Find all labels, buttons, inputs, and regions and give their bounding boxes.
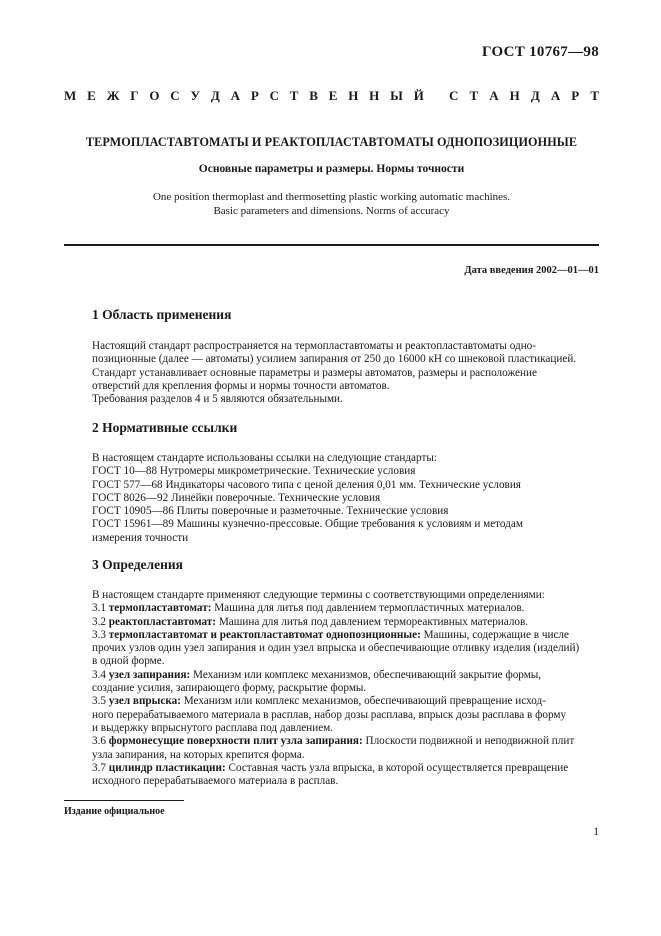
reference-item: ГОСТ 10905—86 Плиты поверочные и разметочные. Технические условия [92, 505, 449, 518]
section-1-heading: 1 Область применения [92, 307, 232, 322]
section-3-heading: 3 Определения [92, 557, 183, 572]
definition-3-6 [92, 735, 599, 748]
definition-term: узел запирания: [108, 668, 191, 681]
definition-term: термопластавтомат: [108, 602, 212, 615]
reference-item-continuation: измерения точности [92, 531, 189, 544]
banner-letter: О [149, 88, 160, 103]
banner-letter: А [489, 88, 499, 103]
definition-number: 3.2 [92, 615, 106, 628]
english-title [64, 190, 599, 218]
banner-word-interstate [64, 88, 424, 104]
definition-continuation: и выдержку впрыснутого расплава под давлением. [92, 721, 334, 734]
reference-item: ГОСТ 10—88 Нутромеры микрометрические. Технические условия [92, 465, 416, 478]
banner-letter: Н [348, 88, 359, 103]
document-subtitle: Основные параметры и размеры. Нормы точности [198, 163, 465, 175]
banner-letter: Т [289, 88, 299, 103]
banner-letter: Е [87, 88, 96, 103]
english-title-line-1: One position thermoplast and thermosetting plastic working automatic machines. [152, 191, 511, 203]
banner-letter: Ж [106, 88, 120, 103]
definition-number: 3.1 [92, 602, 106, 615]
definition-continuation: узла запирания, на которых крепится форма. [92, 748, 305, 761]
banner-word-standard [449, 88, 599, 104]
banner-letter: С [449, 88, 459, 103]
banner-letter: В [309, 88, 318, 103]
paragraph: В настоящем стандарте применяют следующие термины с соответствующими определениями: [92, 589, 545, 601]
banner-letter: Р [571, 88, 580, 103]
paragraph: Требования разделов 4 и 5 являются обязательными. [92, 393, 343, 406]
definition-number: 3.4 [92, 668, 106, 681]
banner-letter: С [170, 88, 180, 103]
document-code: ГОСТ 10767—98 [481, 44, 599, 60]
banner-letter: Д [530, 88, 540, 103]
banner-letter: Й [413, 88, 424, 103]
section-2-heading: 2 Нормативные ссылки [92, 420, 238, 435]
paragraph: В настоящем стандарте использованы ссылки на следующие стандарты: [92, 452, 437, 464]
definition-continuation: исходного перерабатываемого материала в расплав. [92, 775, 339, 788]
definition-3-5 [92, 695, 599, 708]
footer-divider [64, 800, 184, 801]
definition-3-7 [92, 762, 599, 775]
definition-3-4 [92, 669, 599, 682]
definition-continuation: в одной форме. [92, 655, 165, 668]
paragraph-continuation: позиционные (далее — автоматы) усилием запирания от 250 до 16000 кН со шнековой пластикацией. [92, 353, 577, 366]
reference-item: ГОСТ 8026—92 Линейки поверочные. Технические условия [92, 491, 381, 504]
definition-3-2 [92, 616, 599, 629]
english-title-line-2: Basic parameters and dimensions. Norms of accuracy [213, 205, 450, 217]
definition-term: цилиндр пластикации: [108, 761, 226, 774]
definition-text: Машины, содержащие в числе [420, 628, 569, 641]
definition-text: Механизм или комплекс механизмов, обеспечивающий закрытие формы, [190, 668, 542, 681]
reference-item: ГОСТ 577—68 Индикаторы часового типа с ценой деления 0,01 мм. Технические условия [92, 478, 521, 491]
definition-3-3 [92, 629, 599, 642]
definition-text: Составная часть узла впрыска, в которой осуществляется превращение [225, 761, 569, 774]
reference-item: ГОСТ 15961—89 Машины кузнечно-прессовые. Общие требования к условиям и методам [92, 518, 523, 531]
banner-letter: А [230, 88, 240, 103]
document-title: ТЕРМОПЛАСТАВТОМАТЫ И РЕАКТОПЛАСТАВТОМАТЫ ОДНОПОЗИЦИОННЫЕ [85, 135, 578, 149]
banner-letter: Р [250, 88, 259, 103]
definition-text: Плоскости подвижной и неподвижной плит [362, 735, 575, 748]
interstate-standard-banner [64, 88, 599, 104]
definition-number: 3.7 [92, 761, 106, 774]
banner-letter: М [64, 88, 77, 103]
paragraph: Настоящий стандарт распространяется на термопластавтоматы и реактопластавтоматы одно- [92, 340, 536, 352]
paragraph-continuation: отверстий для крепления формы и нормы точности автоматов. [92, 379, 390, 392]
banner-letter: С [269, 88, 279, 103]
banner-letter: Ы [390, 88, 403, 103]
definition-text: Механизм или комплекс механизмов, обеспечивающий превращение исход- [180, 695, 546, 708]
definition-continuation: создание усилия, запирающего форму, раскрытие формы. [92, 682, 367, 695]
banner-letter: Н [509, 88, 520, 103]
definition-number: 3.3 [92, 628, 106, 641]
definition-continuation: прочих узлов один узел запирания и один узел впрыска и обеспечивающие отливку изделия (изделий) [92, 642, 580, 655]
definition-term: формонесущие поверхности плит узла запирания: [108, 735, 363, 748]
definition-term: узел впрыска: [108, 695, 181, 708]
banner-letter: Т [590, 88, 599, 103]
header-divider [64, 244, 599, 246]
definition-3-1 [92, 602, 599, 615]
section-3-body [92, 589, 599, 788]
definition-number: 3.6 [92, 735, 106, 748]
definition-continuation: ного перерабатываемого материала в расплав, набор дозы расплава, впрыск дозы расплава в форму [92, 708, 567, 721]
definition-term: реактопластавтомат: [108, 615, 217, 628]
introduction-date: Дата введения 2002—01—01 [464, 265, 599, 276]
banner-letter: Е [328, 88, 338, 103]
paragraph: Стандарт устанавливает основные параметры и размеры автоматов, размеры и расположение [92, 366, 537, 379]
banner-letter: Т [469, 88, 479, 103]
definition-term: термопластавтомат и реактопластавтомат однопозиционные: [108, 628, 421, 641]
definition-text: Машина для литья под давлением термореактивных материалов. [216, 615, 529, 628]
banner-letter: Д [210, 88, 220, 103]
definition-text: Машина для литья под давлением термопластичных материалов. [211, 602, 525, 615]
banner-letter: Г [130, 88, 139, 103]
section-1-body [92, 340, 599, 406]
definition-number: 3.5 [92, 695, 106, 708]
banner-letter: Н [369, 88, 380, 103]
official-edition-label: Издание официальное [64, 806, 165, 817]
banner-letter: У [190, 88, 201, 103]
banner-letter: А [550, 88, 561, 103]
page-number: 1 [593, 826, 599, 838]
section-2-body [92, 452, 599, 545]
